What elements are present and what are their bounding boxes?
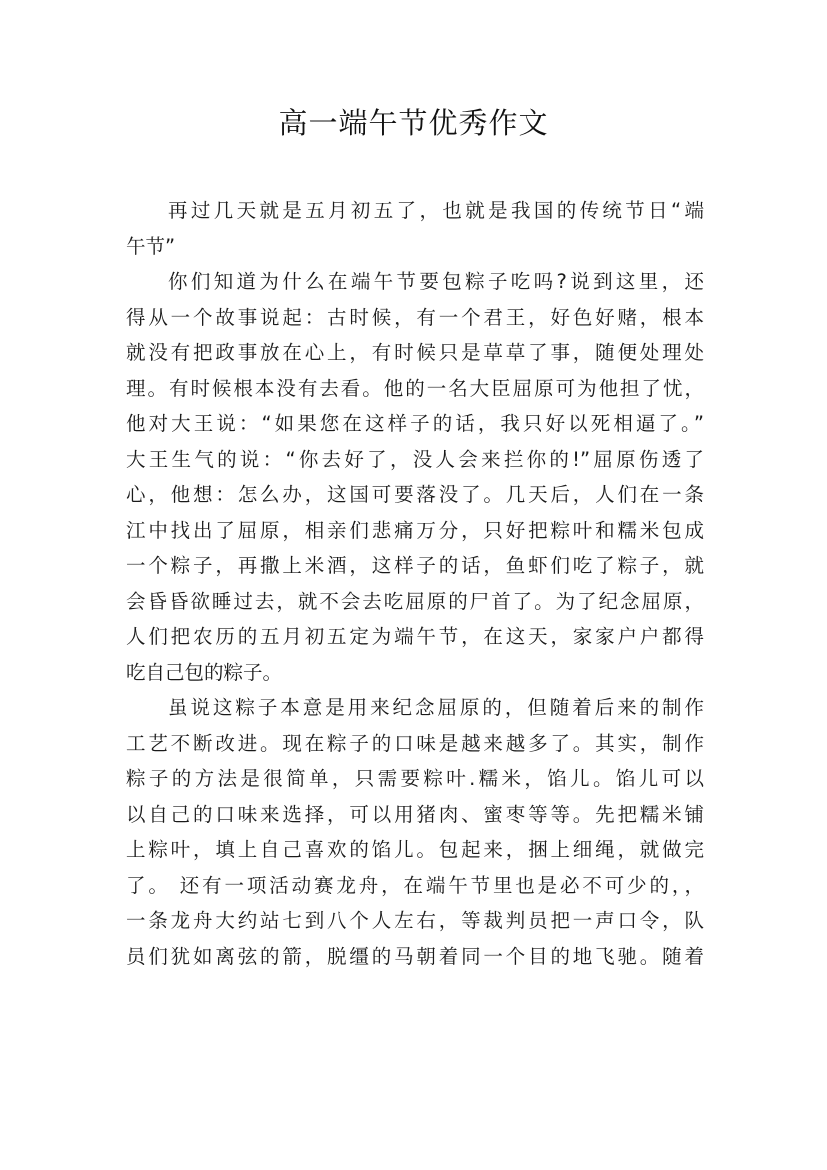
text-line: 心，他想：怎么办，这国可要落没了。几天后，人们在一条 <box>126 483 704 506</box>
text-line: 虽说这粽子本意是用来纪念屈原的，但随着后来的制作 <box>168 696 704 719</box>
text-line: 吃自己包的粽子。 <box>126 660 283 684</box>
paragraph-2 <box>126 264 704 690</box>
paragraph-1 <box>126 193 704 264</box>
text-line: 就没有把政事放在心上，有时候只是草草了事，随便处理处 <box>126 341 704 364</box>
text-line: 理。有时候根本没有去看。他的一名大臣屈原可为他担了忧， <box>126 376 704 400</box>
text-line: 员们犹如离弦的箭，脱缰的马朝着同一个目的地飞驰。随着 <box>126 944 704 968</box>
text-line: 一个粽子，再撒上米酒，这样子的话，鱼虾们吃了粽子，就 <box>126 554 704 577</box>
text-line: 了。 还有一项活动赛龙舟，在端午节里也是必不可少的，， <box>126 873 704 897</box>
text-line: 人们把农历的五月初五定为端午节，在这天，家家户户都得 <box>126 625 704 648</box>
text-line: 上粽叶，填上自己喜欢的馅儿。包起来，捆上细绳，就做完 <box>126 838 704 861</box>
document-title: 高一端午节优秀作文 <box>278 106 549 140</box>
text-line: 工艺不断改进。现在粽子的口味是越来越多了。其实，制作 <box>126 731 704 755</box>
document-body <box>126 193 704 974</box>
text-line: 午节” <box>126 234 176 258</box>
text-line: 以自己的口味来选择，可以用猪肉、蜜枣等等。先把糯米铺 <box>126 802 704 826</box>
text-line: 他对大王说：“如果您在这样子的话，我只好以死相逼了。” <box>126 412 704 435</box>
text-line: 你们知道为什么在端午节要包粽子吃吗?说到这里，还 <box>168 270 704 293</box>
text-line: 粽子的方法是很简单，只需要粽叶.糯米，馅儿。馅儿可以 <box>126 767 704 790</box>
text-line: 得从一个故事说起：古时候，有一个君王，好色好赌，根本 <box>126 305 704 329</box>
paragraph-3 <box>126 690 704 974</box>
text-line: 再过几天就是五月初五了，也就是我国的传统节日“端 <box>168 199 704 222</box>
text-line: 会昏昏欲睡过去，就不会去吃屈原的尸首了。为了纪念屈原， <box>126 589 704 613</box>
text-line: 一条龙舟大约站七到八个人左右，等裁判员把一声口令，队 <box>126 909 704 932</box>
text-line: 大王生气的说：“你去好了，没人会来拦你的!”屈原伤透了 <box>126 447 704 471</box>
text-line: 江中找出了屈原，相亲们悲痛万分，只好把粽叶和糯米包成 <box>126 518 704 542</box>
